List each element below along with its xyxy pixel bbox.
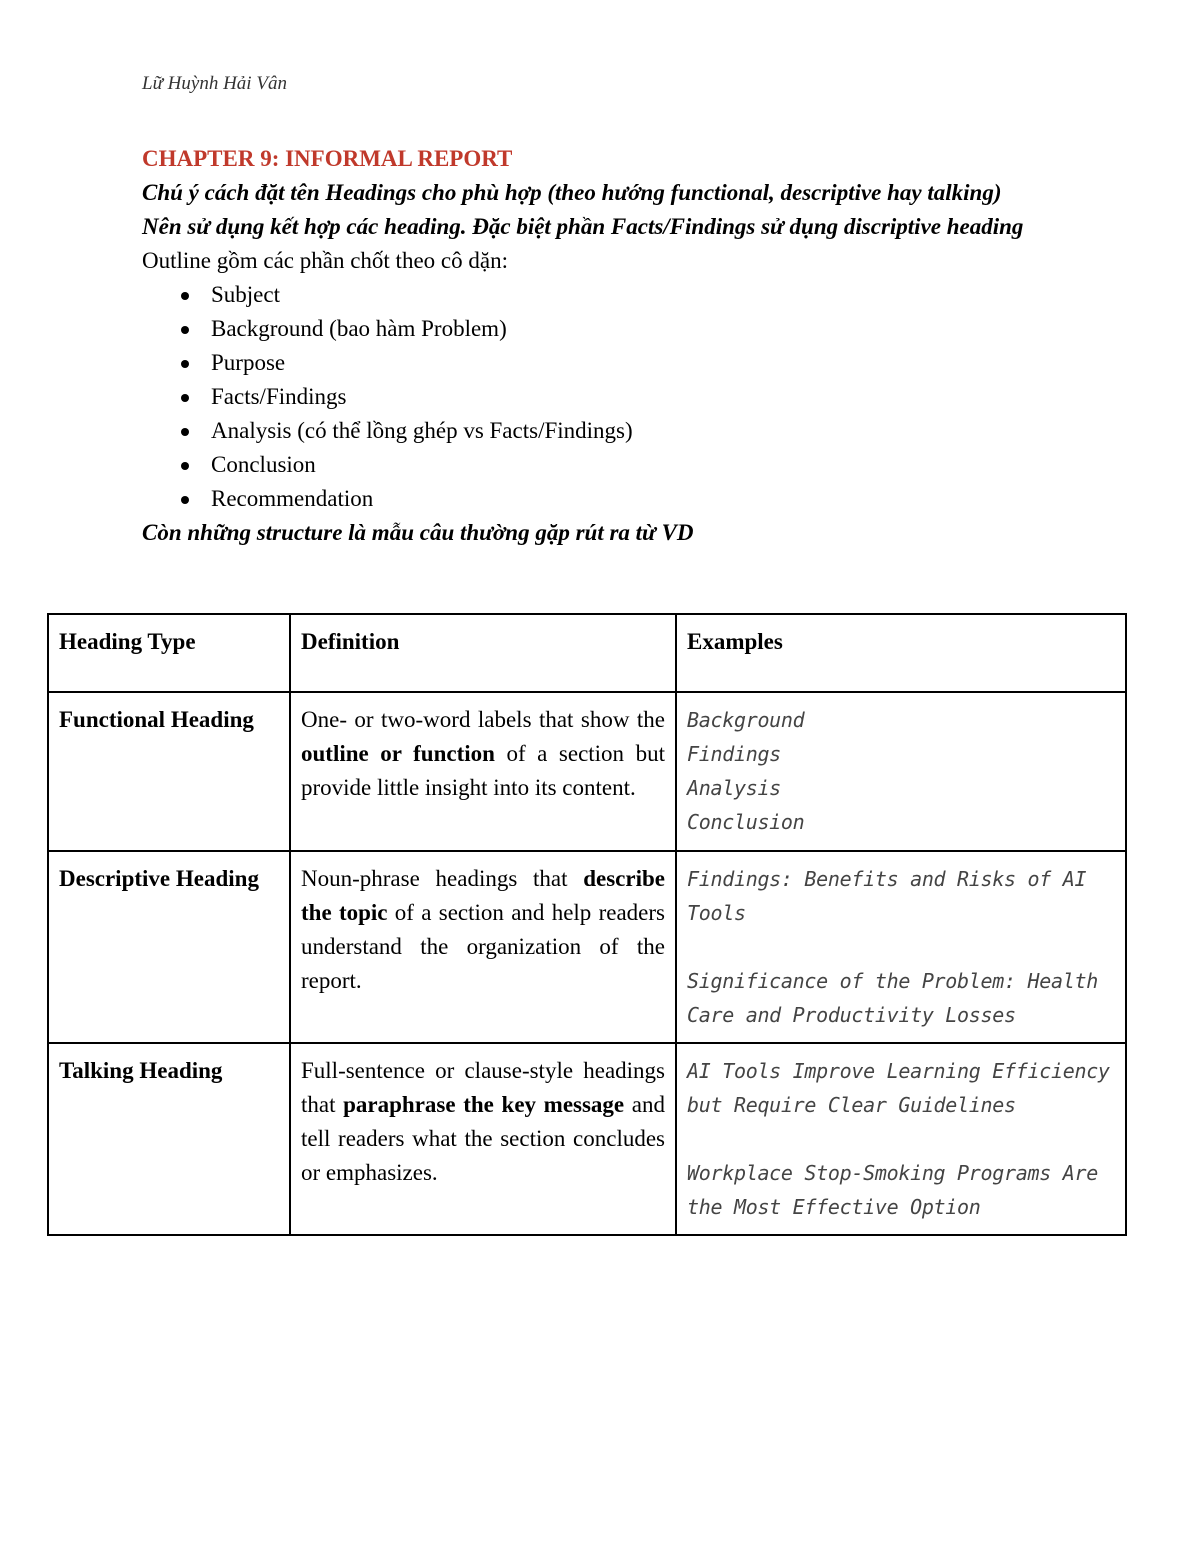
type-cell: Descriptive Heading [48, 851, 290, 1043]
list-item: Facts/Findings [142, 380, 1060, 414]
definition-cell: One- or two-word labels that show the outline or function of a section but provide little insight into its content. [290, 692, 676, 851]
list-item: Conclusion [142, 448, 1060, 482]
type-cell: Functional Heading [48, 692, 290, 851]
example-text: Conclusion [687, 810, 805, 834]
examples-cell [676, 1043, 1126, 1235]
definition-cell: Full-sentence or clause-style headings that paraphrase the key message and tell readers what the section concludes or emphasizes. [290, 1043, 676, 1235]
example-text: Workplace Stop-Smoking Programs Are the Most Effective Option [687, 1161, 1098, 1219]
structure-note: Còn những structure là mẫu câu thường gặp rút ra từ VD [142, 520, 694, 545]
list-item: Background (bao hàm Problem) [142, 312, 1060, 346]
list-item: Purpose [142, 346, 1060, 380]
header-heading-type: Heading Type [48, 614, 290, 692]
definition-cell: Noun-phrase headings that describe the topic of a section and help readers understand the organization of the report. [290, 851, 676, 1043]
table-row [48, 851, 1126, 1043]
example-text: Findings: Benefits and Risks of AI Tools [687, 867, 1087, 925]
note-heading-combination: Nên sử dụng kết hợp các heading. Đặc biệt phần Facts/Findings sử dụng discriptive heading [142, 214, 1024, 239]
list-item: Recommendation [142, 482, 1060, 516]
outline-intro: Outline gồm các phần chốt theo cô dặn: [142, 248, 508, 273]
example-text: Findings [687, 742, 781, 766]
header-examples: Examples [676, 614, 1126, 692]
example-text: Analysis [687, 776, 781, 800]
heading-types-table [47, 613, 1127, 1236]
table-header-row [48, 614, 1126, 692]
table-row [48, 1043, 1126, 1235]
examples-cell [676, 692, 1126, 851]
example-text [687, 930, 1115, 964]
chapter-title: CHAPTER 9: INFORMAL REPORT [142, 146, 513, 171]
note-heading-naming: Chú ý cách đặt tên Headings cho phù hợp (theo hướng functional, descriptive hay talking) [142, 180, 1002, 205]
example-text: Significance of the Problem: Health Care and Productivity Losses [687, 969, 1098, 1027]
outline-list [142, 278, 1060, 516]
example-text: AI Tools Improve Learning Efficiency but Require Clear Guidelines [687, 1059, 1110, 1117]
example-text: Background [687, 708, 805, 732]
example-text [687, 1122, 1115, 1156]
list-item: Analysis (có thể lồng ghép vs Facts/Findings) [142, 414, 1060, 448]
document-body [142, 142, 1060, 550]
header-definition: Definition [290, 614, 676, 692]
author-name: Lữ Huỳnh Hải Vân [142, 73, 287, 94]
type-cell: Talking Heading [48, 1043, 290, 1235]
list-item: Subject [142, 278, 1060, 312]
examples-cell [676, 851, 1126, 1043]
table-row [48, 692, 1126, 851]
